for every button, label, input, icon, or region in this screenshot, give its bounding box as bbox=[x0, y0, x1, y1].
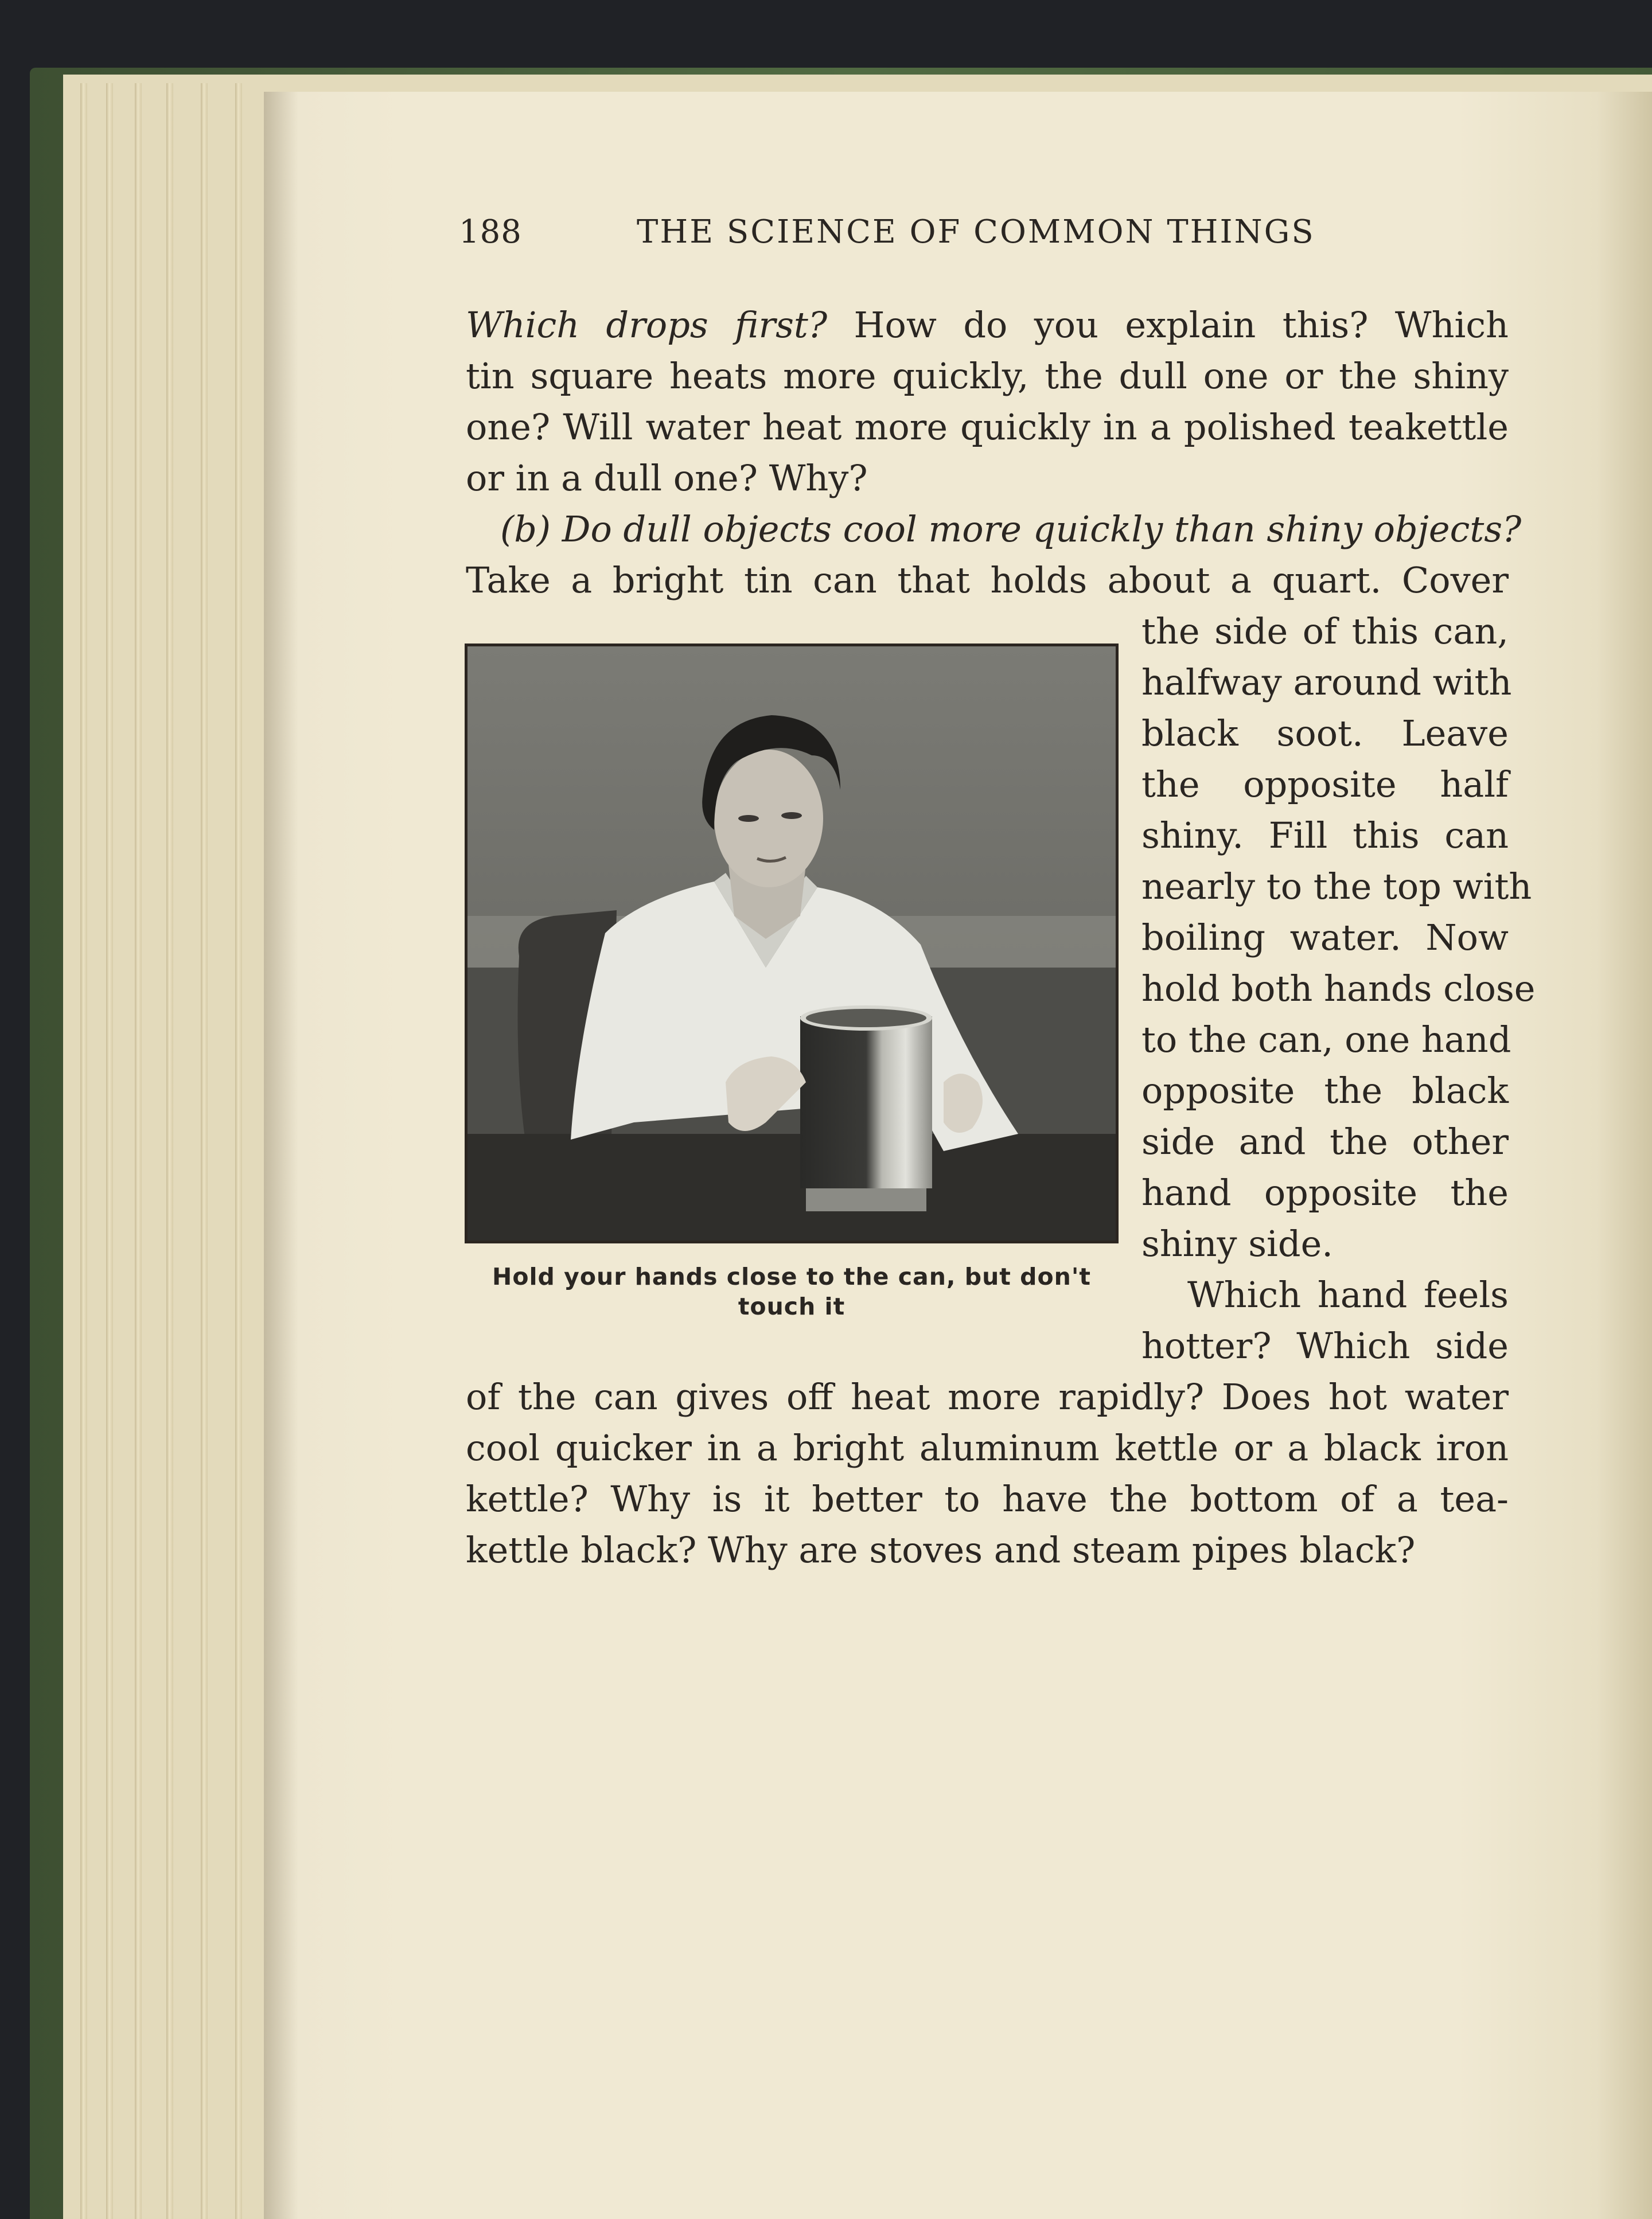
body-line: kettle black? Why are stoves and steam pipes black? bbox=[466, 1529, 1416, 1571]
page-edge bbox=[106, 83, 113, 2219]
page-edge bbox=[80, 83, 87, 2219]
side-line: halfway around with bbox=[1141, 661, 1512, 703]
body-line: tin square heats more quickly, the dull one or the shiny bbox=[466, 355, 1509, 397]
side-line: to the can, one hand bbox=[1141, 1019, 1511, 1060]
body-line: or in a dull one? Why? bbox=[466, 457, 868, 499]
body-line-text: How do you explain this? Which bbox=[827, 304, 1509, 346]
side-line: hotter? Which side bbox=[1141, 1325, 1509, 1367]
side-line: shiny. Fill this can bbox=[1141, 814, 1509, 856]
side-line: nearly to the top with bbox=[1141, 865, 1532, 907]
page-number: 188 bbox=[459, 213, 522, 251]
photo-figure bbox=[465, 644, 1119, 1243]
figure-caption bbox=[465, 1262, 1119, 1321]
side-line: Which hand feels bbox=[1187, 1274, 1509, 1316]
running-title: THE SCIENCE OF COMMON THINGS bbox=[637, 213, 1315, 251]
body-line bbox=[466, 299, 1509, 350]
side-line: hand opposite the bbox=[1141, 1172, 1509, 1214]
section-heading-b: (b) Do dull objects cool more quickly than shiny objects? bbox=[500, 508, 1522, 550]
side-line: shiny side. bbox=[1141, 1223, 1333, 1265]
page-edge bbox=[166, 83, 173, 2219]
page-edge bbox=[235, 83, 242, 2219]
caption-line: Hold your hands close to the can, but don't bbox=[492, 1263, 1091, 1290]
side-line: hold both hands close bbox=[1141, 968, 1536, 1009]
side-line: the opposite half bbox=[1141, 763, 1509, 805]
caption-line: touch it bbox=[738, 1293, 846, 1320]
page-edge bbox=[201, 83, 208, 2219]
woman-holding-can-photo bbox=[467, 646, 1116, 1241]
page-edge bbox=[135, 83, 142, 2219]
body-line: one? Will water heat more quickly in a polished teakettle bbox=[466, 406, 1509, 448]
side-line: opposite the black bbox=[1141, 1070, 1509, 1112]
italic-question: Which drops first? bbox=[466, 304, 828, 346]
side-line: black soot. Leave bbox=[1141, 712, 1509, 754]
gutter-shadow bbox=[264, 92, 298, 2219]
body-line: Take a bright tin can that holds about a quart. Cover bbox=[466, 559, 1509, 601]
side-line: side and the other bbox=[1141, 1121, 1509, 1163]
side-line: the side of this can, bbox=[1141, 610, 1509, 652]
body-line: kettle? Why is it better to have the bottom of a tea- bbox=[466, 1478, 1509, 1520]
body-line: of the can gives off heat more rapidly? Does hot water bbox=[466, 1376, 1509, 1418]
side-line: boiling water. Now bbox=[1141, 917, 1509, 958]
body-line: cool quicker in a bright aluminum kettle or a black iron bbox=[466, 1427, 1509, 1469]
